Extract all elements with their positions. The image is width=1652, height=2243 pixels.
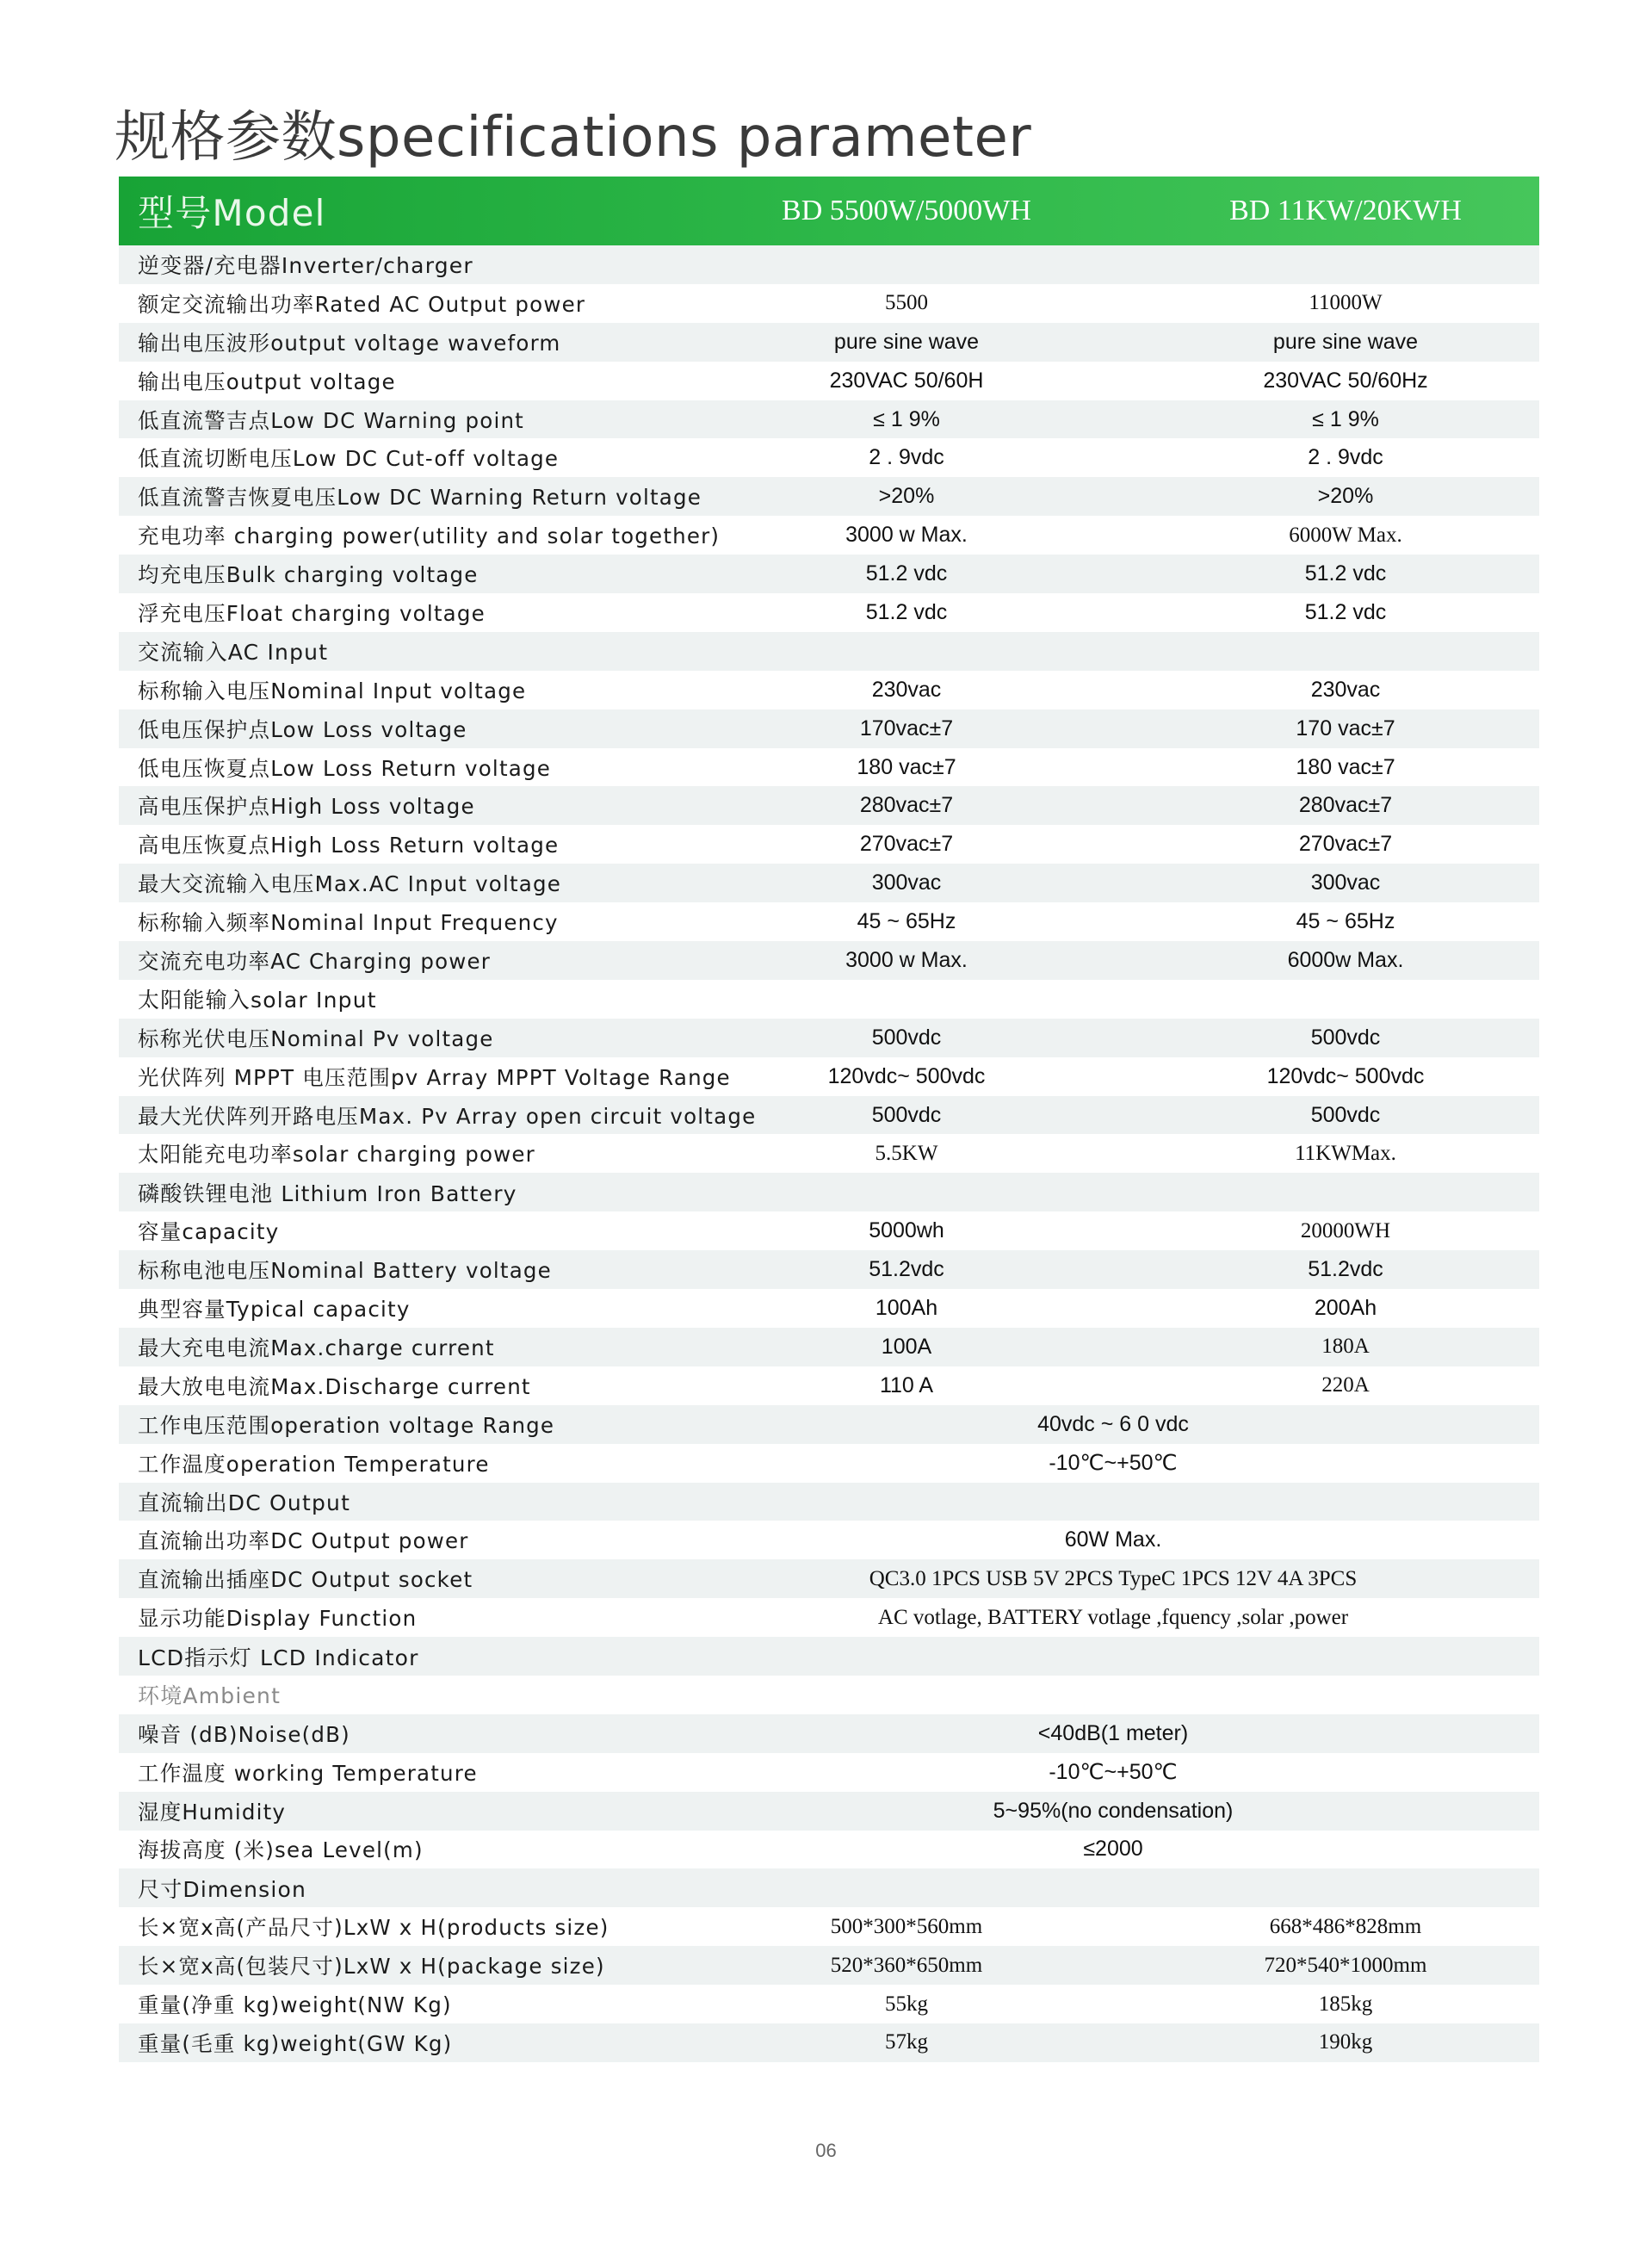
section-title: 逆变器/充电器Inverter/charger (138, 253, 473, 279)
spec-value-model-2: 230VAC 50/60Hz (1263, 368, 1428, 393)
spec-label: 浮充电压Float charging voltage (138, 600, 486, 626)
spec-row (119, 438, 1539, 477)
table-header (119, 177, 1539, 245)
spec-label: 低直流警吉点Low DC Warning point (138, 407, 524, 433)
spec-row (119, 1211, 1539, 1250)
spec-value-model-2: 51.2 vdc (1304, 561, 1387, 586)
spec-value-shared: 60W Max. (1064, 1527, 1162, 1552)
section-header-row (119, 1676, 1539, 1714)
spec-value-model-2: 6000w Max. (1287, 947, 1404, 972)
spec-value-model-2: pure sine wave (1272, 329, 1419, 354)
spec-label: 湿度Humidity (138, 1799, 287, 1825)
spec-value-model-2: 500vdc (1310, 1025, 1381, 1050)
spec-label: 低直流警吉恢夏电压Low DC Warning Return voltage (138, 485, 702, 511)
spec-label: 高电压恢夏点High Loss Return voltage (138, 833, 560, 858)
spec-value-model-1: 230VAC 50/60H (829, 368, 984, 393)
spec-row (119, 1831, 1539, 1869)
spec-row (119, 1985, 1539, 2023)
spec-value-model-2: 280vac±7 (1298, 793, 1393, 818)
spec-value-shared: ≤2000 (1083, 1837, 1143, 1862)
spec-value-model-1: >20% (878, 484, 935, 509)
spec-label: 噪音 (dB)Noise(dB) (138, 1721, 350, 1747)
spec-label: 重量(净重 kg)weight(NW Kg) (138, 1992, 452, 2018)
section-title: 环境Ambient (138, 1683, 282, 1709)
spec-value-model-2: 230vac (1310, 677, 1381, 702)
spec-label: 标称电池电压Nominal Battery voltage (138, 1258, 552, 1284)
spec-row (119, 1521, 1539, 1559)
section-header-row (119, 245, 1539, 284)
spec-value-model-1: 180 vac±7 (857, 754, 956, 779)
spec-label: 工作电压范围operation voltage Range (138, 1412, 555, 1438)
spec-value-model-1: 100Ah (875, 1295, 938, 1320)
spec-value-model-1: 2 . 9vdc (869, 445, 944, 470)
spec-value-model-1: 5500 (885, 291, 928, 315)
spec-row (119, 593, 1539, 632)
spec-row (119, 1289, 1539, 1328)
spec-label: 均充电压Bulk charging voltage (138, 562, 479, 588)
spec-value-model-1: 110 A (879, 1372, 934, 1397)
spec-row (119, 477, 1539, 516)
spec-value-model-1: 230vac (871, 677, 942, 702)
spec-value-model-1: 57kg (885, 2030, 928, 2054)
spec-value-model-1: 51.2 vdc (865, 599, 948, 624)
spec-row (119, 2023, 1539, 2062)
spec-value-model-1: 3000 w Max. (845, 947, 968, 972)
section-header-row (119, 632, 1539, 671)
spec-value-model-1: 280vac±7 (859, 793, 954, 818)
section-title: 磷酸铁锂电池 Lithium Iron Battery (138, 1180, 517, 1206)
spec-value-shared: <40dB(1 meter) (1037, 1720, 1189, 1745)
spec-label: 低电压恢夏点Low Loss Return voltage (138, 755, 551, 781)
page-number: 06 (815, 2140, 837, 2161)
section-header-row (119, 1483, 1539, 1521)
spec-value-model-1: 170vac±7 (859, 716, 954, 740)
spec-value-model-1: 51.2 vdc (865, 561, 948, 586)
spec-label: 低直流切断电压Low DC Cut-off voltage (138, 446, 560, 472)
spec-row (119, 671, 1539, 709)
spec-row (119, 1907, 1539, 1946)
spec-row (119, 1753, 1539, 1792)
spec-label: 长×宽x高(包装尺寸)LxW x H(package size) (138, 1954, 605, 1980)
spec-value-model-2: 51.2vdc (1308, 1257, 1383, 1282)
spec-row (119, 1366, 1539, 1405)
spec-row (119, 1559, 1539, 1598)
spec-row (119, 362, 1539, 400)
spec-row (119, 516, 1539, 555)
spec-value-model-2: 190kg (1318, 2030, 1373, 2054)
spec-value-model-1: 45 ~ 65Hz (857, 909, 956, 934)
spec-label: 最大放电电流Max.Discharge current (138, 1373, 531, 1399)
spec-label: 典型容量Typical capacity (138, 1296, 411, 1322)
spec-value-model-1: 3000 w Max. (845, 523, 968, 548)
spec-row (119, 1405, 1539, 1444)
spec-row (119, 555, 1539, 593)
spec-row (119, 941, 1539, 980)
spec-label: 工作温度operation Temperature (138, 1451, 490, 1477)
spec-row (119, 709, 1539, 748)
spec-row (119, 1792, 1539, 1831)
spec-label: 工作温度 working Temperature (138, 1760, 478, 1786)
spec-label: 重量(毛重 kg)weight(GW Kg) (138, 2030, 453, 2056)
spec-value-model-2: 270vac±7 (1298, 832, 1393, 857)
spec-label: 高电压保护点High Loss voltage (138, 794, 475, 820)
spec-row (119, 1019, 1539, 1057)
spec-label: 输出电压波形output voltage waveform (138, 330, 561, 356)
spec-row (119, 902, 1539, 941)
spec-value-model-2: 45 ~ 65Hz (1296, 909, 1395, 934)
spec-value-model-1: 500vdc (871, 1102, 942, 1127)
spec-value-model-1: 5000wh (869, 1218, 944, 1243)
spec-row (119, 748, 1539, 787)
section-title: LCD指示灯 LCD Indicator (138, 1645, 419, 1670)
model-1-name: BD 5500W/5000WH (782, 195, 1031, 226)
spec-row (119, 1946, 1539, 1985)
spec-label: 充电功率 charging power(utility and solar together) (138, 524, 721, 549)
spec-value-model-2: 220A (1321, 1373, 1370, 1397)
spec-row (119, 1444, 1539, 1483)
spec-value-model-2: 300vac (1310, 871, 1381, 895)
spec-value-shared: -10℃~+50℃ (1049, 1760, 1178, 1785)
spec-label: 交流充电功率AC Charging power (138, 948, 492, 974)
spec-label: 长×宽x高(产品尺寸)LxW x H(products size) (138, 1915, 609, 1941)
spec-rows (119, 245, 1539, 2062)
section-title: 尺寸Dimension (138, 1876, 307, 1902)
spec-value-shared: AC votlage, BATTERY votlage ,fquency ,solar ,power (877, 1605, 1349, 1629)
spec-table (119, 177, 1539, 2062)
spec-value-model-1: 500vdc (871, 1025, 942, 1050)
spec-label: 最大充电电流Max.charge current (138, 1335, 495, 1360)
spec-value-model-2: 668*486*828mm (1269, 1914, 1422, 1938)
spec-value-model-1: 100A (881, 1334, 932, 1359)
spec-value-model-2: >20% (1317, 484, 1374, 509)
section-title: 交流输入AC Input (138, 640, 329, 666)
spec-value-model-2: 180 vac±7 (1296, 754, 1395, 779)
spec-row (119, 1134, 1539, 1173)
spec-value-model-2: 720*540*1000mm (1264, 1953, 1427, 1977)
spec-value-model-2: 6000W Max. (1289, 523, 1402, 547)
spec-row (119, 864, 1539, 902)
spec-value-model-2: 120vdc~ 500vdc (1266, 1063, 1425, 1088)
spec-value-model-1: 5.5KW (875, 1141, 938, 1165)
spec-row (119, 284, 1539, 323)
spec-row (119, 1714, 1539, 1753)
spec-label: 标称输入电压Nominal Input voltage (138, 678, 527, 703)
spec-value-model-2: 51.2 vdc (1304, 599, 1387, 624)
spec-value-model-2: 200Ah (1314, 1295, 1377, 1320)
spec-label: 最大交流输入电压Max.AC Input voltage (138, 871, 562, 897)
spec-value-model-1: 55kg (885, 1992, 928, 2016)
spec-row (119, 786, 1539, 825)
spec-row (119, 825, 1539, 864)
spec-value-model-1: pure sine wave (833, 329, 980, 354)
spec-row (119, 400, 1539, 439)
section-header-row (119, 1173, 1539, 1211)
spec-label: 太阳能充电功率solar charging power (138, 1142, 535, 1168)
spec-value-shared: -10℃~+50℃ (1049, 1451, 1178, 1476)
spec-value-model-1: 300vac (871, 871, 942, 895)
spec-row (119, 1250, 1539, 1289)
spec-value-model-1: 120vdc~ 500vdc (827, 1063, 986, 1088)
spec-label: 标称光伏电压Nominal Pv voltage (138, 1025, 494, 1051)
spec-label: 显示功能Display Function (138, 1606, 418, 1632)
spec-value-model-2: 180A (1321, 1335, 1370, 1359)
spec-label: 最大光伏阵列开路电压Max. Pv Array open circuit voltage (138, 1103, 757, 1129)
spec-value-model-1: ≤ 1 9% (873, 406, 940, 431)
spec-value-shared: 40vdc ~ 6 0 vdc (1037, 1411, 1189, 1436)
spec-value-model-1: 500*300*560mm (830, 1914, 983, 1938)
spec-value-model-2: 11000W (1309, 291, 1383, 315)
spec-label: 标称输入频率Nominal Input Frequency (138, 910, 559, 936)
model-label: 型号Model (138, 192, 326, 234)
spec-label: 光伏阵列 MPPT 电压范围pv Array MPPT Voltage Range (138, 1064, 731, 1090)
spec-label: 输出电压output voltage (138, 369, 396, 394)
section-header-row (119, 1637, 1539, 1676)
spec-row (119, 323, 1539, 362)
spec-row (119, 1598, 1539, 1637)
spec-row (119, 1057, 1539, 1096)
spec-value-model-1: 51.2vdc (869, 1257, 944, 1282)
section-header-row (119, 980, 1539, 1019)
section-title: 直流输出DC Output (138, 1490, 351, 1515)
spec-value-model-2: 2 . 9vdc (1308, 445, 1383, 470)
model-2-name: BD 11KW/20KWH (1229, 195, 1462, 226)
spec-value-model-2: 20000WH (1300, 1218, 1391, 1242)
spec-row (119, 1328, 1539, 1366)
spec-row (119, 1096, 1539, 1135)
spec-value-shared: 5~95%(no condensation) (993, 1798, 1234, 1823)
section-header-row (119, 1868, 1539, 1907)
spec-label: 容量capacity (138, 1219, 280, 1245)
spec-value-model-2: 170 vac±7 (1296, 716, 1395, 740)
spec-label: 额定交流输出功率Rated AC Output power (138, 291, 586, 317)
spec-value-model-2: 500vdc (1310, 1102, 1381, 1127)
spec-value-model-2: ≤ 1 9% (1312, 406, 1379, 431)
spec-value-shared: QC3.0 1PCS USB 5V 2PCS TypeC 1PCS 12V 4A 3PCS (869, 1566, 1358, 1590)
page-title: 规格参数specifications parameter (114, 106, 1032, 170)
spec-value-model-1: 270vac±7 (859, 832, 954, 857)
spec-label: 海拔高度 (米)sea Level(m) (138, 1837, 424, 1863)
spec-value-model-2: 11KWMax. (1295, 1141, 1396, 1165)
section-title: 太阳能输入solar Input (138, 988, 377, 1013)
spec-label: 直流输出插座DC Output socket (138, 1567, 473, 1593)
spec-value-model-2: 185kg (1318, 1992, 1373, 2016)
spec-label: 直流输出功率DC Output power (138, 1528, 469, 1554)
spec-value-model-1: 520*360*650mm (830, 1953, 983, 1977)
spec-label: 低电压保护点Low Loss voltage (138, 716, 467, 742)
